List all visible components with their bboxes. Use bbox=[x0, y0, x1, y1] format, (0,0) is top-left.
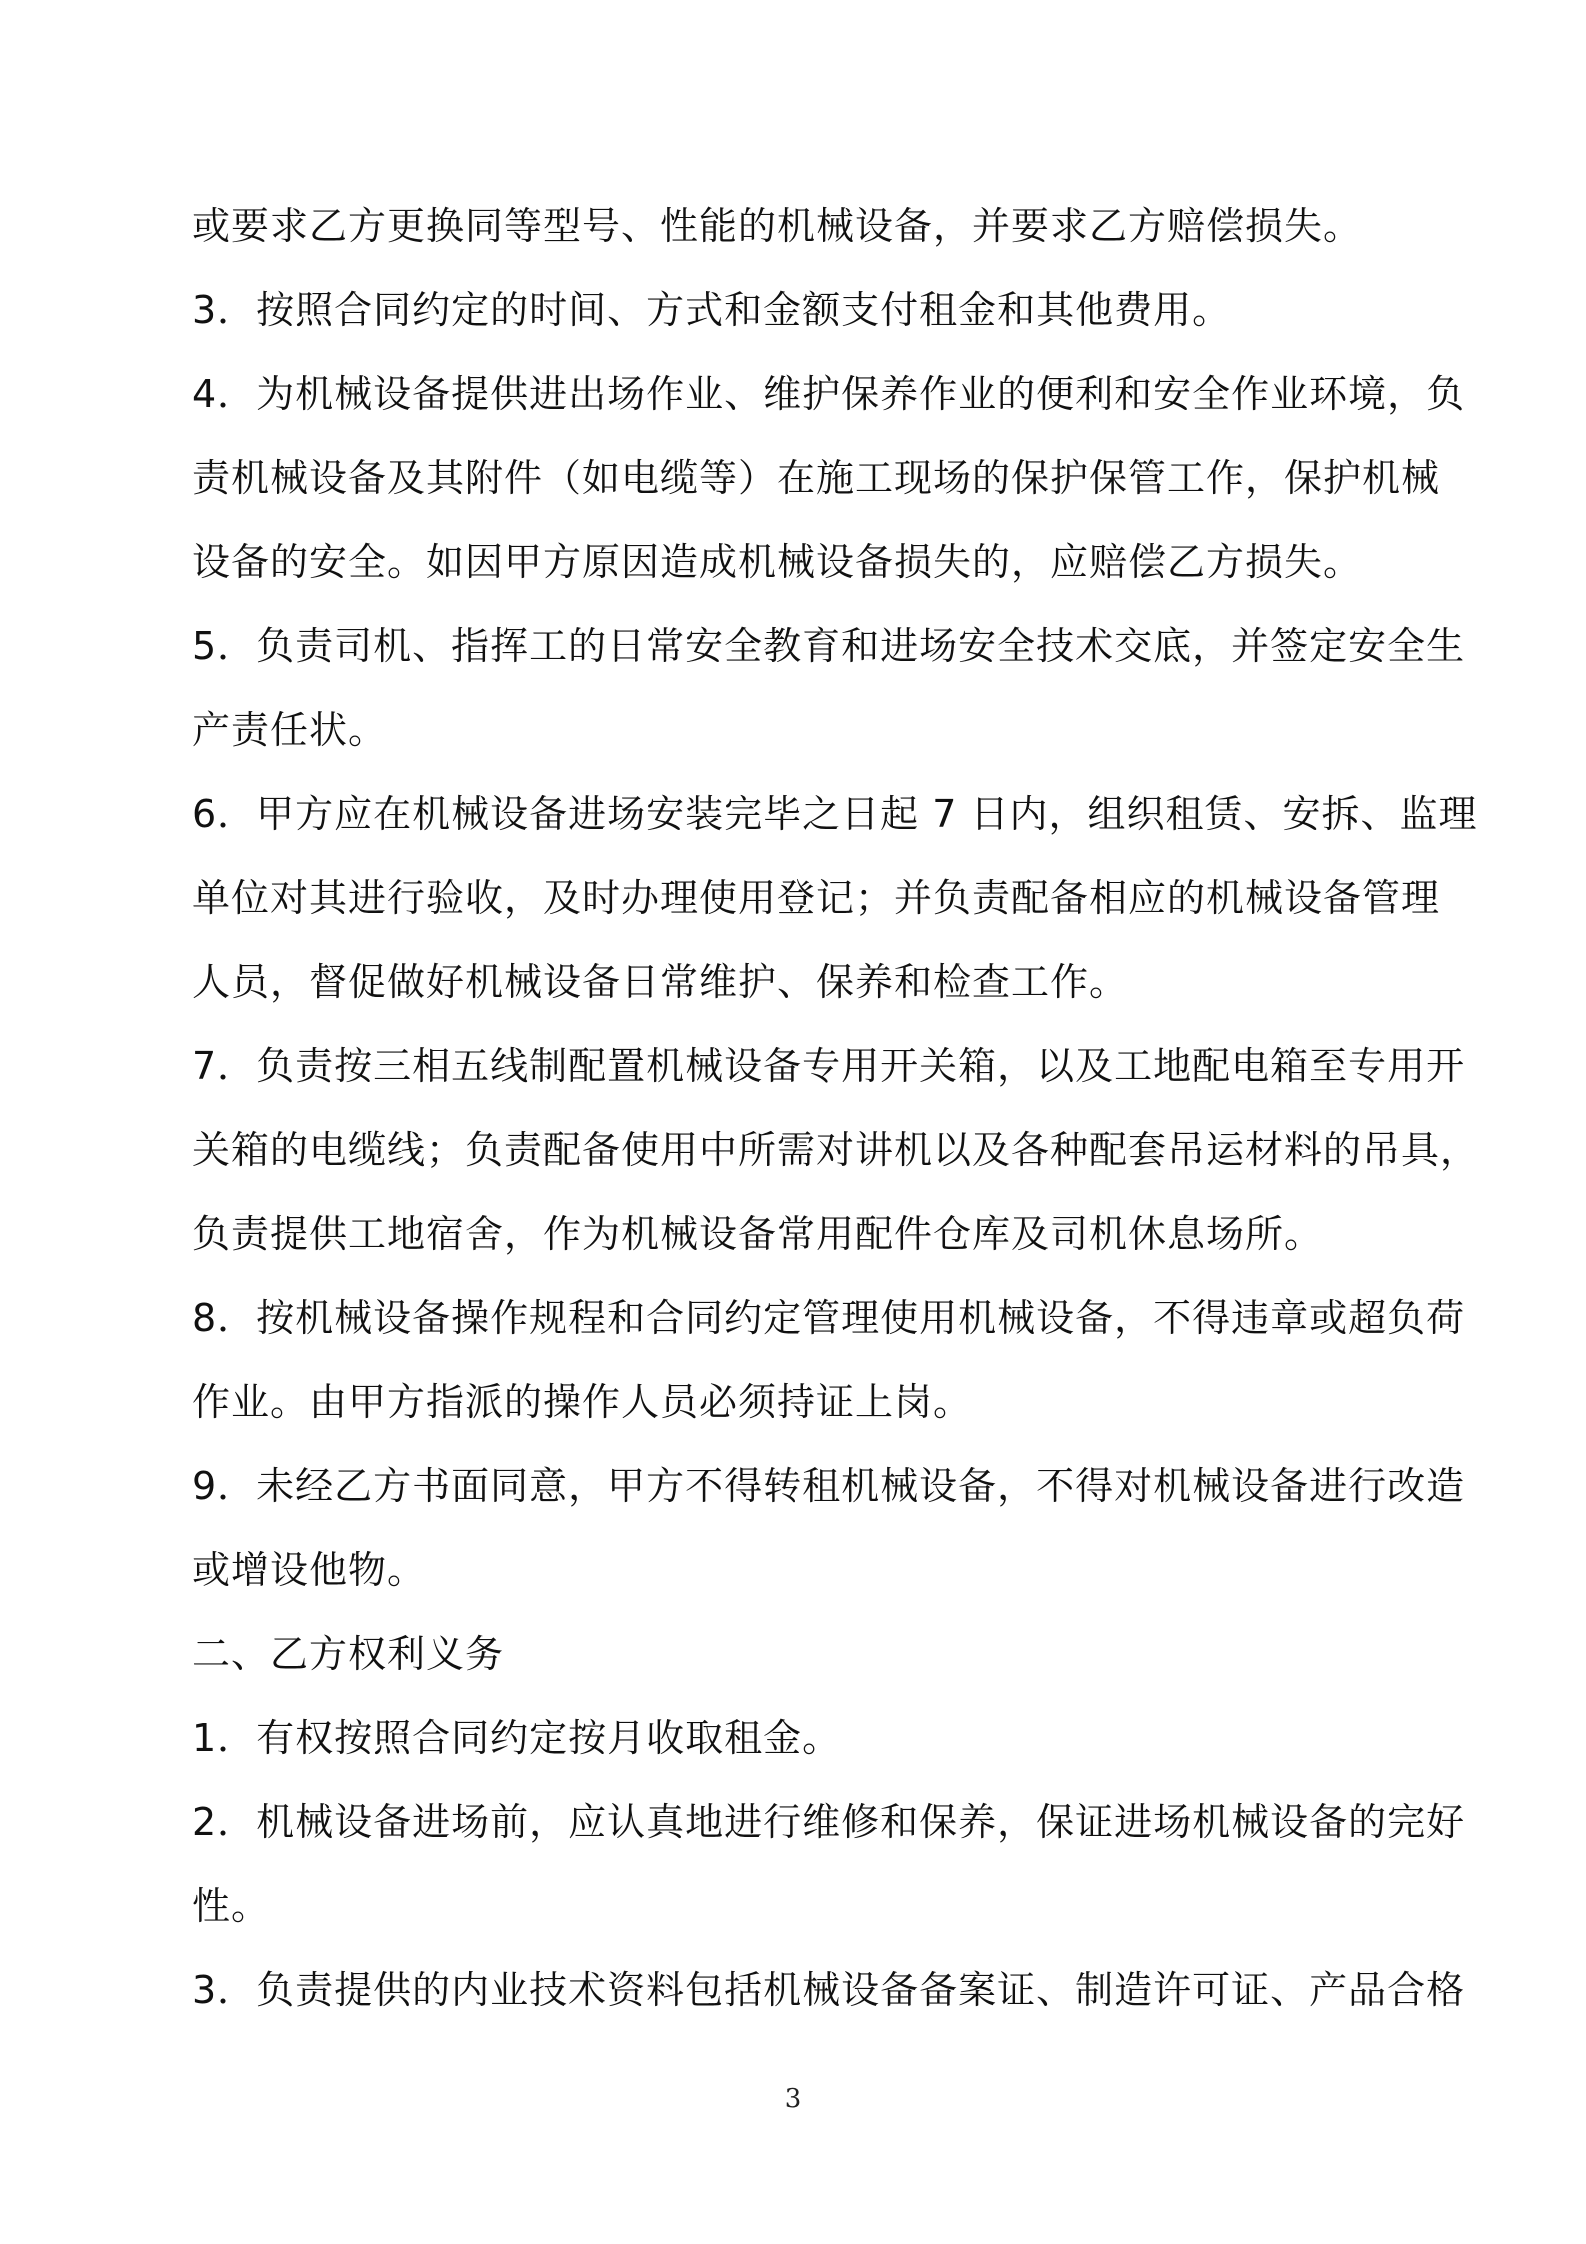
text-line: 3．按照合同约定的时间、方式和金额支付租金和其他费用。 bbox=[192, 288, 1232, 332]
page-number: 3 bbox=[784, 2084, 802, 2114]
text-line: 负责提供工地宿舍，作为机械设备常用配件仓库及司机休息场所。 bbox=[192, 1212, 1324, 1256]
section-heading: 二、乙方权利义务 bbox=[192, 1632, 505, 1676]
text-line: 或增设他物。 bbox=[192, 1548, 427, 1592]
text-line: 责机械设备及其附件（如电缆等）在施工现场的保护保管工作，保护机械 bbox=[192, 456, 1441, 500]
text-line: 7．负责按三相五线制配置机械设备专用开关箱，以及工地配电箱至专用开 bbox=[192, 1044, 1466, 1088]
text-line: 3．负责提供的内业技术资料包括机械设备备案证、制造许可证、产品合格 bbox=[192, 1968, 1466, 2012]
text-line: 关箱的电缆线；负责配备使用中所需对讲机以及各种配套吊运材料的吊具， bbox=[192, 1128, 1480, 1172]
text-line: 性。 bbox=[192, 1884, 271, 1928]
text-line: 2．机械设备进场前，应认真地进行维修和保养，保证进场机械设备的完好 bbox=[192, 1800, 1466, 1844]
text-line: 产责任状。 bbox=[192, 708, 388, 752]
text-line: 4．为机械设备提供进出场作业、维护保养作业的便利和安全作业环境，负 bbox=[192, 372, 1466, 416]
text-line: 设备的安全。如因甲方原因造成机械设备损失的，应赔偿乙方损失。 bbox=[192, 540, 1363, 584]
text-line: 或要求乙方更换同等型号、性能的机械设备，并要求乙方赔偿损失。 bbox=[192, 204, 1363, 248]
text-line: 9．未经乙方书面同意，甲方不得转租机械设备，不得对机械设备进行改造 bbox=[192, 1464, 1466, 1508]
text-line: 1．有权按照合同约定按月收取租金。 bbox=[192, 1716, 842, 1760]
text-line: 6．甲方应在机械设备进场安装完毕之日起 7 日内，组织租赁、安拆、监理 bbox=[192, 792, 1478, 836]
text-line: 8．按机械设备操作规程和合同约定管理使用机械设备，不得违章或超负荷 bbox=[192, 1296, 1466, 1340]
text-line: 单位对其进行验收，及时办理使用登记；并负责配备相应的机械设备管理 bbox=[192, 876, 1441, 920]
text-line: 人员，督促做好机械设备日常维护、保养和检查工作。 bbox=[192, 960, 1129, 1004]
text-line: 作业。由甲方指派的操作人员必须持证上岗。 bbox=[192, 1380, 973, 1424]
text-line: 5．负责司机、指挥工的日常安全教育和进场安全技术交底，并签定安全生 bbox=[192, 624, 1466, 668]
body-text bbox=[192, 196, 1480, 2044]
